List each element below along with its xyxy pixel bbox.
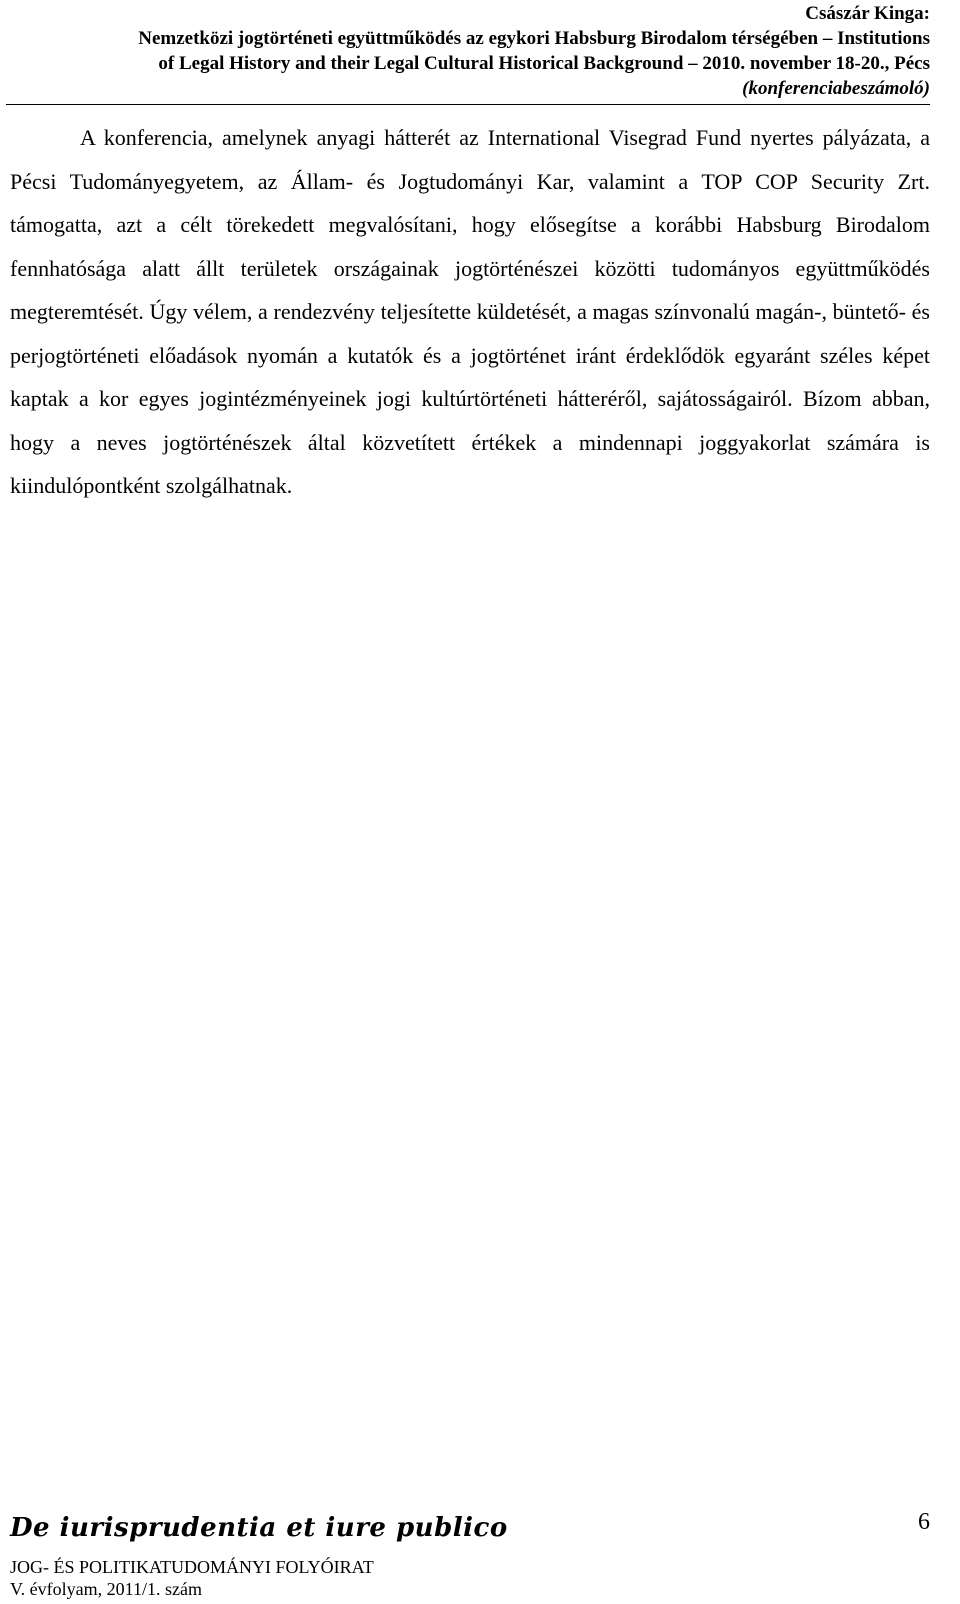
- running-header: [6, 0, 930, 101]
- body-paragraph: A konferencia, amelynek anyagi hátterét az International Visegrad Fund nyertes pályázata, a Pécsi Tudományegyetem, az Állam- és Jogtudományi Kar, valamint a TOP COP Security Zrt. támogatta, azt a célt törekedett megvalósítani, hogy elősegítse a korábbi Habsburg Birodalom fennhatósága alatt állt területek országainak jogtörténészei közötti tudományos együttműködés megteremtését. Úgy vélem, a rendezvény teljesítette küldetését, a magas színvonalú magán-, büntető- és perjogtörténeti előadások nyomán a kutatók és a jogtörténet iránt érdeklődök egyaránt széles képet kaptak a kor egyes jogintézményeinek jogi kultúrtörténeti hátteréről, sajátosságairól. Bízom abban, hogy a neves jogtörténészek által közvetített értékek a mindennapi joggyakorlat számára is kiindulópontként szolgálhatnak.: [10, 125, 930, 498]
- header-author: Császár Kinga:: [805, 3, 930, 24]
- header-title-line-1: Nemzetközi jogtörténeti együttműködés az egykori Habsburg Birodalom térségében – Institutions: [138, 28, 930, 49]
- header-title-line-3: (konferenciabeszámoló): [742, 78, 930, 99]
- footer-journal-title: De iurisprudentia et iure publico: [10, 1513, 508, 1543]
- footer-journal-subtitle: JOG- ÉS POLITIKATUDOMÁNYI FOLYÓIRAT: [10, 1557, 374, 1577]
- header-title-line-2: of Legal History and their Legal Cultural Historical Background – 2010. november 18-20., Pécs: [158, 53, 930, 74]
- page-number: 6: [918, 1509, 930, 1535]
- header-divider: [6, 104, 930, 105]
- footer-volume: V. évfolyam, 2011/1. szám: [10, 1579, 202, 1599]
